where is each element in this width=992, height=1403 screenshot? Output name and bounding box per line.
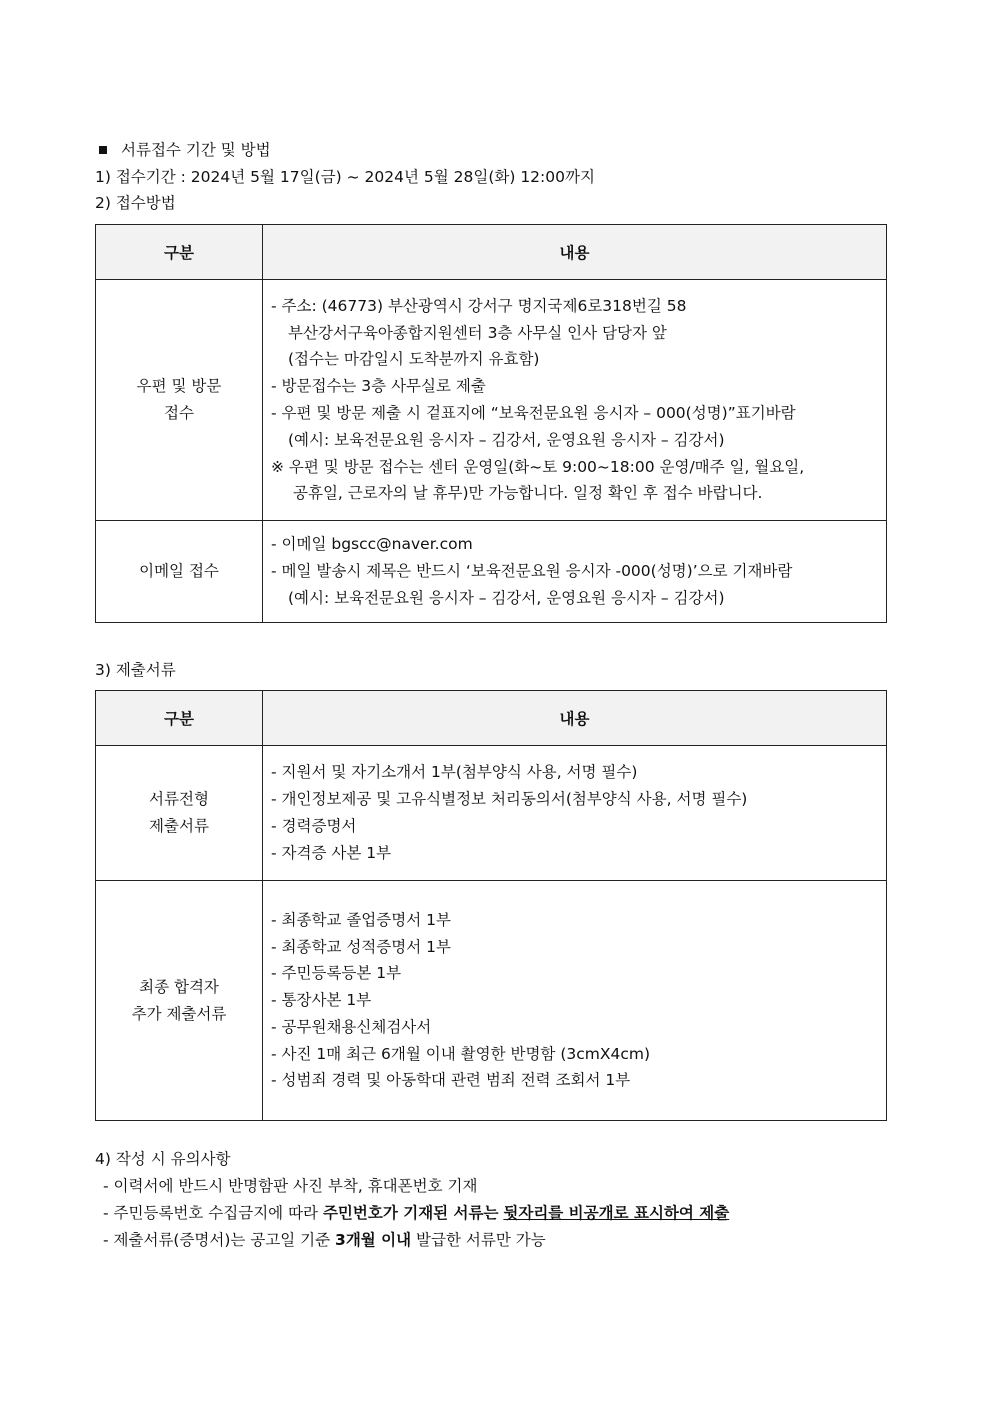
- list-item: - 방문접수는 3층 사무실로 제출: [271, 377, 486, 396]
- row-content-email: [263, 521, 887, 623]
- list-item: - 개인정보제공 및 고유식별정보 처리동의서(첨부양식 사용, 서명 필수): [271, 790, 748, 809]
- row-label-screening-documents: 서류전형 제출서류: [96, 746, 263, 881]
- square-bullet-icon: [99, 146, 107, 154]
- list-item: - 주소: (46773) 부산광역시 강서구 명지국제6로318번길 58: [271, 296, 687, 315]
- list-item: (예시: 보육전문요원 응시자 – 김강서, 운영요원 응시자 – 김강서): [288, 430, 725, 449]
- list-item: - 최종학교 졸업증명서 1부: [271, 910, 451, 929]
- table-row: [96, 280, 887, 521]
- column-header-content: 내용: [263, 225, 887, 280]
- column-header-content: 내용: [263, 691, 887, 746]
- section-title: 서류접수 기간 및 방법: [95, 139, 271, 161]
- application-method-table: [95, 224, 887, 623]
- list-item: - 최종학교 성적증명서 1부: [271, 937, 451, 956]
- list-item: - 경력증명서: [271, 817, 357, 835]
- application-method-heading: 2) 접수방법: [95, 194, 176, 212]
- table-header-row: [96, 225, 887, 280]
- row-label-email: 이메일 접수: [96, 521, 263, 623]
- application-period: 1) 접수기간 : 2024년 5월 17일(금) ~ 2024년 5월 28일(화) 12:00까지: [95, 168, 595, 186]
- list-item: (접수는 마감일시 도착분까지 유효함): [288, 350, 540, 369]
- list-item: - 사진 1매 최근 6개월 이내 촬영한 반명함 (3cmX4cm): [271, 1044, 651, 1063]
- table-row: [96, 881, 887, 1121]
- list-item: (예시: 보육전문요원 응시자 – 김강서, 운영요원 응시자 – 김강서): [288, 588, 725, 607]
- list-item: - 통장사본 1부: [271, 991, 372, 1010]
- list-item: - 주민등록번호 수집금지에 따라 주민번호가 기재된 서류는 뒷자리를 비공개로 표시하여 제출: [103, 1204, 730, 1222]
- submission-documents-heading: 3) 제출서류: [95, 661, 176, 679]
- table-header-row: [96, 691, 887, 746]
- table-row: [96, 746, 887, 881]
- table-row: [96, 521, 887, 623]
- list-item: - 이메일 bgscc@naver.com: [271, 535, 473, 554]
- row-content-final-documents: [263, 881, 887, 1121]
- list-item: - 메일 발송시 제목은 반드시 ‘보육전문요원 응시자 -000(성명)’으로 기재바람: [271, 562, 793, 581]
- column-header-category: 구분: [96, 225, 263, 280]
- list-item: - 지원서 및 자기소개서 1부(첨부양식 사용, 서명 필수): [271, 763, 638, 782]
- row-label-mail-visit: 우편 및 방문 접수: [96, 280, 263, 521]
- list-item: ※ 우편 및 방문 접수는 센터 운영일(화~토 9:00~18:00 운영/매주 일, 월요일,: [271, 457, 805, 476]
- list-item: - 제출서류(증명서)는 공고일 기준 3개월 이내 발급한 서류만 가능: [103, 1231, 546, 1249]
- submission-documents-table: [95, 690, 887, 1121]
- list-item: 공휴일, 근로자의 날 휴무)만 가능합니다. 일정 확인 후 접수 바랍니다.: [293, 484, 763, 503]
- list-item: 부산강서구육아종합지원센터 3층 사무실 인사 담당자 앞: [288, 323, 667, 342]
- list-item: - 우편 및 방문 제출 시 겉표지에 “보육전문요원 응시자 – 000(성명)”표기바람: [271, 404, 796, 422]
- list-item: - 주민등록등본 1부: [271, 964, 402, 983]
- row-content-screening-documents: [263, 746, 887, 881]
- list-item: - 이력서에 반드시 반명함판 사진 부착, 휴대폰번호 기재: [103, 1177, 478, 1195]
- notes-heading: 4) 작성 시 유의사항: [95, 1150, 231, 1168]
- list-item: - 자격증 사본 1부: [271, 843, 392, 862]
- list-item: - 공무원채용신체검사서: [271, 1017, 432, 1036]
- list-item: - 성범죄 경력 및 아동학대 관련 범죄 전력 조회서 1부: [271, 1071, 631, 1090]
- writing-notes: [95, 1146, 729, 1254]
- row-content-mail-visit: [263, 280, 887, 521]
- row-label-final-documents: 최종 합격자 추가 제출서류: [96, 881, 263, 1121]
- column-header-category: 구분: [96, 691, 263, 746]
